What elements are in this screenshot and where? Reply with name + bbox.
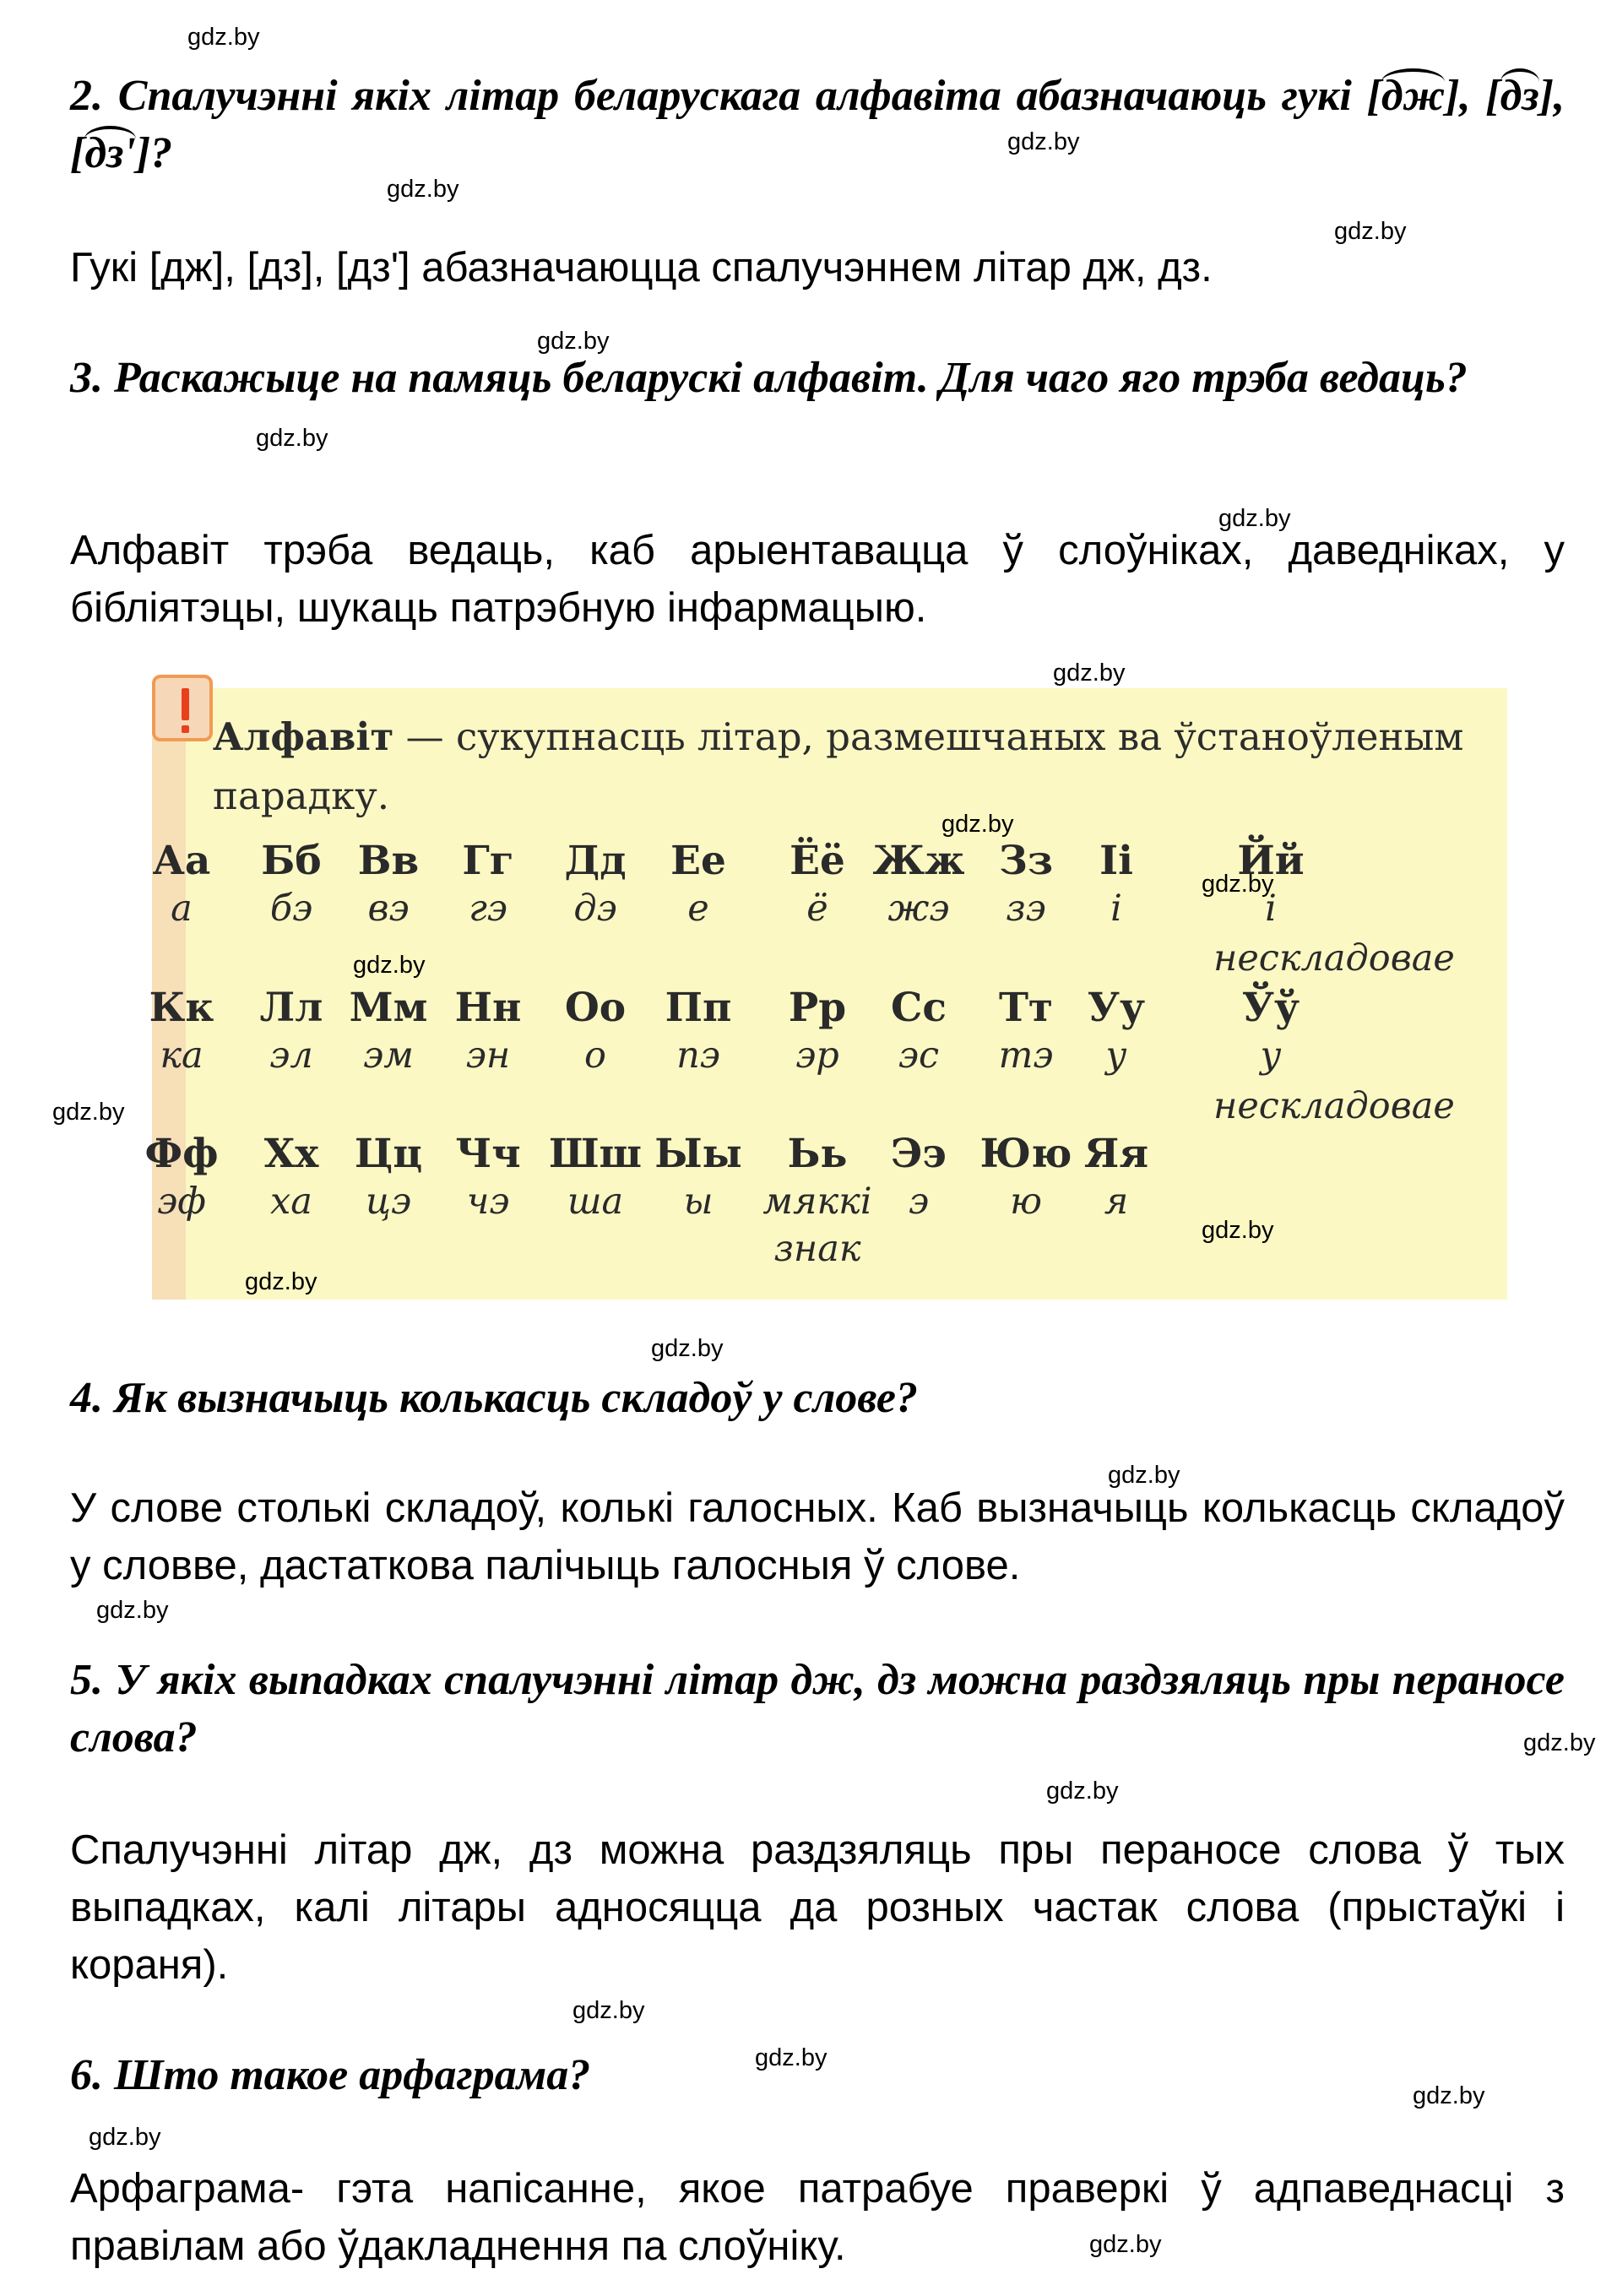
alphabet-letter: Оо [564, 985, 627, 1031]
alphabet-letter-name: я [1104, 1181, 1129, 1223]
watermark: gdz.by [1202, 871, 1274, 898]
alphabet-letter: Ээ [890, 1131, 947, 1177]
alphabet-cell [122, 838, 241, 932]
watermark: gdz.by [1108, 1462, 1180, 1489]
alphabet-letter: Зз [999, 838, 1053, 884]
alphabet-letter: Тт [998, 985, 1054, 1031]
alphabet-letter-name: пэ [676, 1034, 720, 1077]
alphabet-letter-name: эм [363, 1034, 414, 1077]
alphabet-cell [536, 1131, 654, 1225]
alphabet-letter-name: о [584, 1034, 606, 1077]
alphabet-letter: Хх [263, 1131, 319, 1177]
alphabet-letter-name: тэ [998, 1034, 1054, 1077]
watermark: gdz.by [651, 1335, 724, 1362]
sound-dz: дз [1500, 68, 1539, 120]
alphabet-letter-name: эс [898, 1034, 940, 1077]
alphabet-letter: Бб [261, 838, 322, 884]
alphabet-letter-name: дэ [573, 887, 617, 930]
definition-text: — сукупнасць літар, размешчаных ва ўстаноўленым парадку. [213, 714, 1464, 818]
alphabet-letter-name: у [1105, 1034, 1127, 1077]
alphabet-cell [639, 985, 757, 1079]
alphabet-letter: Аа [152, 838, 211, 884]
alphabet-letter: Юю [979, 1131, 1072, 1177]
watermark: gdz.by [1053, 659, 1126, 687]
alphabet-letter: Іі [1099, 838, 1133, 884]
watermark: gdz.by [1202, 1217, 1274, 1244]
alphabet-letter-name: э [908, 1181, 930, 1223]
alphabet-cell [122, 1131, 241, 1225]
alphabet-letter: Лл [259, 985, 323, 1031]
alphabet-letter: Ьь [787, 1131, 848, 1177]
watermark: gdz.by [1334, 218, 1407, 245]
alphabet-letter-name: жэ [887, 887, 950, 930]
alphabet-letter-name: і [1265, 887, 1277, 930]
alphabet-letter-name: і [1110, 887, 1122, 930]
watermark: gdz.by [941, 811, 1014, 838]
alphabet-letter-name: эл [269, 1034, 313, 1077]
alphabet-cell [122, 985, 241, 1079]
alphabet-letter: Дд [564, 838, 627, 884]
watermark: gdz.by [537, 328, 610, 355]
alphabet-cell [1212, 985, 1330, 1079]
alphabet-cell [536, 838, 654, 932]
sound-dz-soft: дз' [84, 126, 136, 177]
alphabet-letter: Ее [670, 838, 726, 884]
alphabet-letter: Ўў [1241, 985, 1300, 1031]
alphabet-letter-name: е [687, 887, 709, 930]
alphabet-letter: Рр [788, 985, 847, 1031]
non-syllabic-note-2: нескладовае [1213, 1085, 1455, 1127]
answer-3: Алфавіт трэба ведаць, каб арыентавацца ў слоўніках, даведніках, у бібліятэцы, шукаць патрэбную інфармацыю. [70, 528, 1565, 631]
watermark: gdz.by [1007, 128, 1080, 155]
watermark: gdz.by [353, 952, 426, 979]
alphabet-cell [758, 838, 876, 932]
watermark: gdz.by [1089, 2231, 1162, 2258]
alphabet-cell [860, 838, 978, 932]
watermark: gdz.by [256, 425, 328, 452]
alphabet-letter-name: чэ [466, 1181, 510, 1223]
watermark: gdz.by [187, 24, 260, 51]
watermark: gdz.by [387, 176, 459, 203]
definition-term: Алфавіт [213, 714, 394, 759]
alphabet-letter: Сс [890, 985, 947, 1031]
alphabet-cell [1057, 985, 1175, 1079]
alphabet-letter-name: цэ [365, 1181, 412, 1223]
alphabet-definition [213, 708, 1484, 826]
exclamation-icon [152, 675, 213, 741]
alphabet-letter: Цц [354, 1131, 423, 1177]
alphabet-cell [639, 1131, 757, 1225]
watermark: gdz.by [1218, 505, 1291, 532]
alphabet-letter-name: бэ [269, 887, 313, 930]
watermark: gdz.by [572, 1997, 645, 2024]
answer-4: У слове столькі складоў, колькі галосных. Каб вызначыць колькасць складоў у словве, дастаткова палічыць галосныя ў слове. [70, 1485, 1565, 1588]
question-2: 2. Спалучэнні якіх літар беларускага алфавіта абазначаюць гукі [дж], [дз], [дз']? [70, 68, 1565, 182]
alphabet-letter: Пп [665, 985, 732, 1031]
alphabet-cell [429, 1131, 547, 1225]
alphabet-cell [429, 985, 547, 1079]
alphabet-cell [536, 985, 654, 1079]
watermark: gdz.by [1046, 1778, 1119, 1805]
alphabet-letter-name: ха [270, 1181, 312, 1223]
alphabet-cell [758, 985, 876, 1079]
alphabet-letter: Ыы [654, 1131, 742, 1177]
alphabet-letter-name: у [1260, 1034, 1282, 1077]
alphabet-letter-name: эн [465, 1034, 511, 1077]
answer-2: Гукі [дж], [дз], [дз'] абазначаюцца спалучэннем літар дж, дз. [70, 245, 1213, 290]
alphabet-letter-name: эр [795, 1034, 839, 1077]
alphabet-letter-name: ё [806, 887, 828, 930]
alphabet-letter: Нн [454, 985, 522, 1031]
answer-5: Спалучэнні літар дж, дз можна раздзяляць пры пераносе слова ў тых выпадках, калі літары адносяцца да розных частак слова (прыстаўкі і кораня). [70, 1827, 1565, 1988]
question-5: 5. У якіх выпадках спалучэнні літар дж, дз можна раздзяляць пры пераносе слова? [70, 1656, 1565, 1761]
alphabet-letter-name: а [171, 887, 193, 930]
sound-dzh: дж [1381, 68, 1445, 120]
alphabet-letter: Вв [357, 838, 420, 884]
alphabet-letter: Ёё [790, 838, 845, 884]
alphabet-letter-name: ша [567, 1181, 624, 1223]
alphabet-letter-name: ы [683, 1181, 714, 1223]
alphabet-cell [860, 985, 978, 1079]
question-3: 3. Раскажыце на памяць беларускі алфавіт. Для чаго яго трэба ведаць? [70, 354, 1468, 402]
watermark: gdz.by [52, 1099, 125, 1126]
alphabet-letter: Фф [144, 1131, 219, 1177]
alphabet-letter: Яя [1083, 1131, 1149, 1177]
alphabet-cell [1057, 1131, 1175, 1225]
alphabet-letter: Жж [872, 838, 965, 884]
non-syllabic-note-1: нескладовае [1213, 937, 1455, 980]
alphabet-letter: Шш [548, 1131, 643, 1177]
alphabet-cell [860, 1131, 978, 1225]
watermark: gdz.by [89, 2124, 161, 2151]
alphabet-letter-name: эф [157, 1181, 206, 1223]
alphabet-letter: Гг [462, 838, 514, 884]
alphabet-letter-name: зэ [1006, 887, 1046, 930]
alphabet-letter: Чч [455, 1131, 521, 1177]
alphabet-letter: Йй [1237, 838, 1305, 884]
alphabet-letter: Мм [349, 985, 428, 1031]
alphabet-letter-name: ка [160, 1034, 203, 1077]
alphabet-cell [1057, 838, 1175, 932]
question-4: 4. Як вызначыць колькасць складоў у слове? [70, 1374, 918, 1422]
question-2-label: 2. [70, 72, 103, 120]
watermark: gdz.by [96, 1597, 169, 1624]
alphabet-cell [639, 838, 757, 932]
alphabet-cell [429, 838, 547, 932]
watermark: gdz.by [755, 2044, 827, 2071]
alphabet-letter-name: ю [1010, 1181, 1042, 1223]
alphabet-letter: Уу [1087, 985, 1146, 1031]
alphabet-letter-name: вэ [367, 887, 410, 930]
watermark: gdz.by [1413, 2082, 1485, 2109]
alphabet-letter-name: мяккі знак [762, 1181, 872, 1270]
answer-6: Арфаграма- гэта напісанне, якое патрабуе праверкі ў адпаведнасці з правілам або ўдакладнення па слоўніку. [70, 2166, 1565, 2269]
question-6: 6. Што такое арфаграма? [70, 2051, 591, 2099]
alphabet-letter: Кк [149, 985, 214, 1031]
watermark: gdz.by [1523, 1729, 1596, 1756]
alphabet-letter-name: гэ [469, 887, 507, 930]
watermark: gdz.by [245, 1268, 317, 1295]
